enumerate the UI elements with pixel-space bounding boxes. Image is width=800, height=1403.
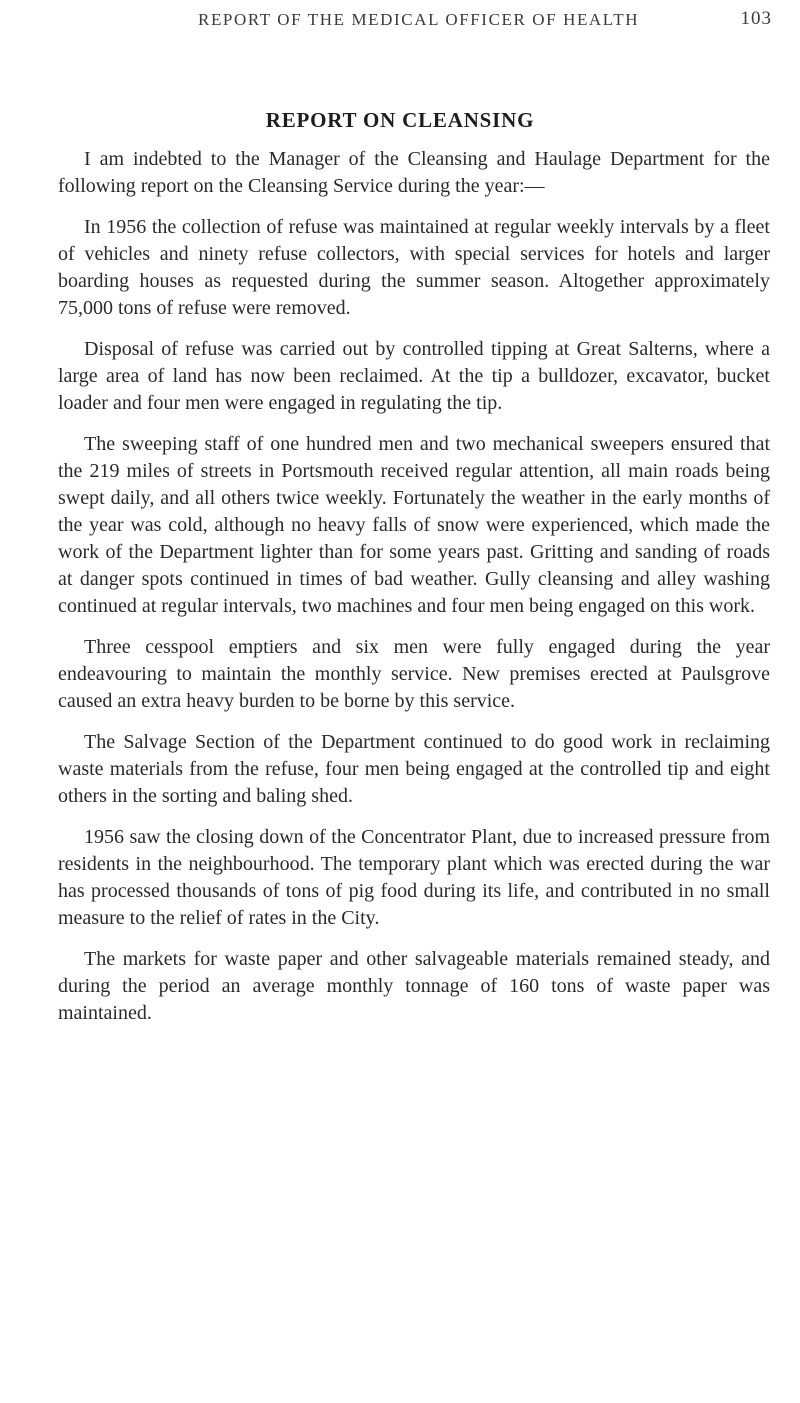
report-body <box>58 146 770 1041</box>
paragraph-refuse-disposal: Disposal of refuse was carried out by controlled tipping at Great Salterns, where a large area of land has now been reclaimed. At the tip a bulldozer, excavator, bucket loader and four men were engaged in regulating the tip. <box>58 338 770 414</box>
running-title: REPORT OF THE MEDICAL OFFICER OF HEALTH <box>198 10 640 29</box>
paragraph-refuse-collection: In 1956 the collection of refuse was maintained at regular weekly intervals by a fleet of vehicles and ninety refuse collectors, with special services for hotels and larger boarding houses as requested during the summer season. Altogether approximately 75,000 tons of refuse were removed. <box>58 216 770 319</box>
section-heading: REPORT ON CLEANSING <box>265 108 535 132</box>
paragraph-street-sweeping: The sweeping staff of one hundred men and two mechanical sweepers ensured that the 219 miles of streets in Portsmouth received regular attention, all main roads being swept daily, and all others twice weekly. Fortunately the weather in the early months of the year was cold, although no heavy falls of snow were experienced, which made the work of the Department lighter than for some years past. Gritting and sanding of roads at danger spots continued in times of bad weather. Gully cleansing and alley washing continued at regular intervals, two machines and four men being engaged on this work. <box>58 433 770 617</box>
paragraph-concentrator-plant: 1956 saw the closing down of the Concentrator Plant, due to increased pressure from residents in the neighbourhood. The temporary plant which was erected during the war has processed thousands of tons of pig food during its life, and contributed in no small measure to the relief of rates in the City. <box>58 826 770 929</box>
paragraph-cesspool-emptying: Three cesspool emptiers and six men were fully engaged during the year endeavouring to maintain the monthly service. New premises erected at Paulsgrove caused an extra heavy burden to be borne by this service. <box>58 636 770 712</box>
paragraph-intro: I am indebted to the Manager of the Cleansing and Haulage Department for the following report on the Cleansing Service during the year:— <box>58 148 770 197</box>
paragraph-waste-paper-markets: The markets for waste paper and other salvageable materials remained steady, and during the period an average monthly tonnage of 160 tons of waste paper was maintained. <box>58 948 770 1024</box>
paragraph-salvage-section: The Salvage Section of the Department continued to do good work in reclaiming waste materials from the refuse, four men being engaged at the controlled tip and eight others in the sorting and baling shed. <box>58 731 770 807</box>
running-header <box>58 6 772 36</box>
page-number: 103 <box>740 8 772 29</box>
